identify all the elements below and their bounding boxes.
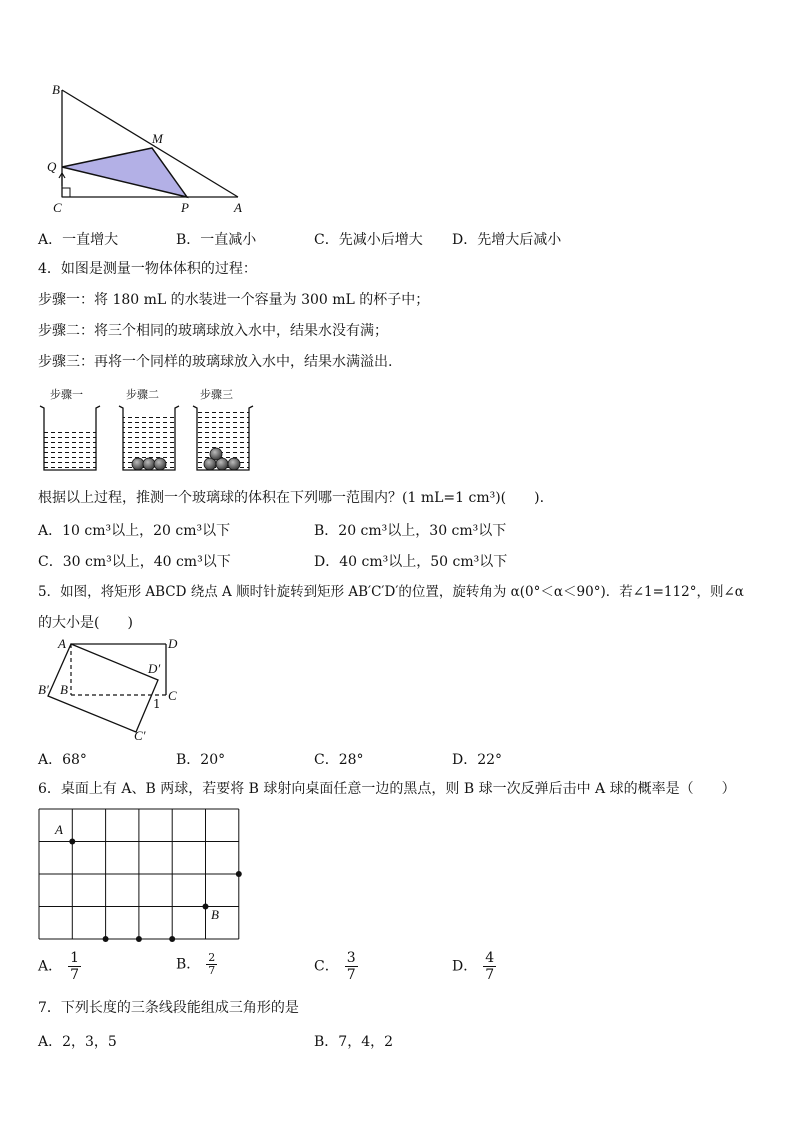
cup-label-1: 步骤一 bbox=[50, 388, 83, 401]
q7-option-a: A．2，3，5 bbox=[38, 1034, 117, 1050]
q4-stem: 4．如图是测量一物体体积的过程： bbox=[38, 261, 257, 277]
q4-cups-figure bbox=[36, 400, 266, 480]
q5-stem-line2: 的大小是( ) bbox=[38, 615, 133, 631]
edge-dot bbox=[169, 936, 175, 942]
fraction: $\frac{2}{7}$ bbox=[208, 951, 216, 977]
q5-label-angle1: 1 bbox=[153, 697, 161, 711]
q6-option-b: B． $\frac{2}{7}$ bbox=[176, 951, 216, 977]
q5-option-d: D．22° bbox=[452, 752, 503, 768]
q5-label-d: D bbox=[168, 636, 178, 651]
q4-option-d: D．40 cm³以上，50 cm³以下 bbox=[314, 554, 508, 570]
q5-stem-line1: 5．如图，将矩形 ABCD 绕点 A 顺时针旋转到矩形 AB′C′D′的位置，旋转角为 α(0°＜α＜90°)．若∠1=112°，则∠α bbox=[38, 584, 744, 600]
q5-label-cprime: C′ bbox=[134, 728, 146, 743]
q5-option-a: A．68° bbox=[38, 752, 87, 768]
q3-option-b: B．一直减小 bbox=[176, 232, 257, 248]
label-b: B bbox=[52, 82, 60, 97]
q3-option-d: D．先增大后减小 bbox=[452, 232, 562, 248]
edge-dot bbox=[236, 871, 242, 877]
q6-option-a: A． $\frac{1}{7}$ bbox=[38, 950, 80, 983]
label-q: Q bbox=[47, 159, 57, 174]
q4-step3: 步骤三：再将一个同样的玻璃球放入水中，结果水满溢出. bbox=[38, 354, 393, 370]
q6-stem: 6．桌面上有 A、B 两球，若要将 B 球射向桌面任意一边的黑点，则 B 球一次反弹后击中 A 球的概率是（ ） bbox=[38, 781, 736, 797]
label-p: P bbox=[181, 200, 189, 215]
edge-dot bbox=[136, 936, 142, 942]
q5-label-bprime: B′ bbox=[38, 682, 49, 697]
q6-label-a: A bbox=[55, 822, 63, 837]
fraction: $\frac{1}{7}$ bbox=[70, 950, 80, 983]
label-m: M bbox=[152, 131, 163, 146]
right-angle-mark bbox=[62, 188, 70, 197]
cup-step3 bbox=[193, 406, 253, 470]
q3-triangle-figure bbox=[40, 80, 280, 220]
q5-label-c: C bbox=[168, 688, 177, 703]
cup-label-2: 步骤二 bbox=[126, 388, 159, 401]
q5-option-b: B．20° bbox=[176, 752, 226, 768]
label-a: A bbox=[234, 200, 242, 215]
q4-option-a: A．10 cm³以上，20 cm³以下 bbox=[38, 523, 231, 539]
q4-option-c: C．30 cm³以上，40 cm³以下 bbox=[38, 554, 231, 570]
ball-b-dot bbox=[203, 904, 209, 910]
q4-step2: 步骤二：将三个相同的玻璃球放入水中，结果水没有满； bbox=[38, 323, 388, 339]
fraction: $\frac{3}{7}$ bbox=[346, 950, 356, 983]
label-c: C bbox=[53, 200, 62, 215]
q7-stem: 7．下列长度的三条线段能组成三角形的是 bbox=[38, 1000, 299, 1016]
q6-option-c: C． $\frac{3}{7}$ bbox=[314, 950, 356, 983]
edge-dot bbox=[103, 936, 109, 942]
fraction: $\frac{4}{7}$ bbox=[485, 950, 495, 983]
q6-option-d: D． $\frac{4}{7}$ bbox=[452, 950, 495, 983]
q4-option-b: B．20 cm³以上，30 cm³以下 bbox=[314, 523, 507, 539]
q5-label-a: A bbox=[58, 636, 66, 651]
q5-option-c: C．28° bbox=[314, 752, 364, 768]
q6-label-b: B bbox=[211, 907, 219, 922]
cup-step1 bbox=[40, 406, 100, 470]
q3-option-c: C．先减小后增大 bbox=[314, 232, 423, 248]
q5-label-b: B bbox=[60, 682, 68, 697]
q5-label-dprime: D′ bbox=[148, 661, 161, 676]
cup-step2 bbox=[119, 406, 179, 470]
cup-label-3: 步骤三 bbox=[200, 388, 233, 401]
q4-step1: 步骤一：将 180 mL 的水装进一个容量为 300 mL 的杯子中； bbox=[38, 292, 430, 308]
q3-option-a: A．一直增大 bbox=[38, 232, 119, 248]
ball-a-dot bbox=[69, 839, 75, 845]
q7-option-b: B．7，4，2 bbox=[314, 1034, 394, 1050]
q4-question: 根据以上过程，推测一个玻璃球的体积在下列哪一范围内？(1 mL=1 cm³)( ). bbox=[38, 490, 545, 506]
